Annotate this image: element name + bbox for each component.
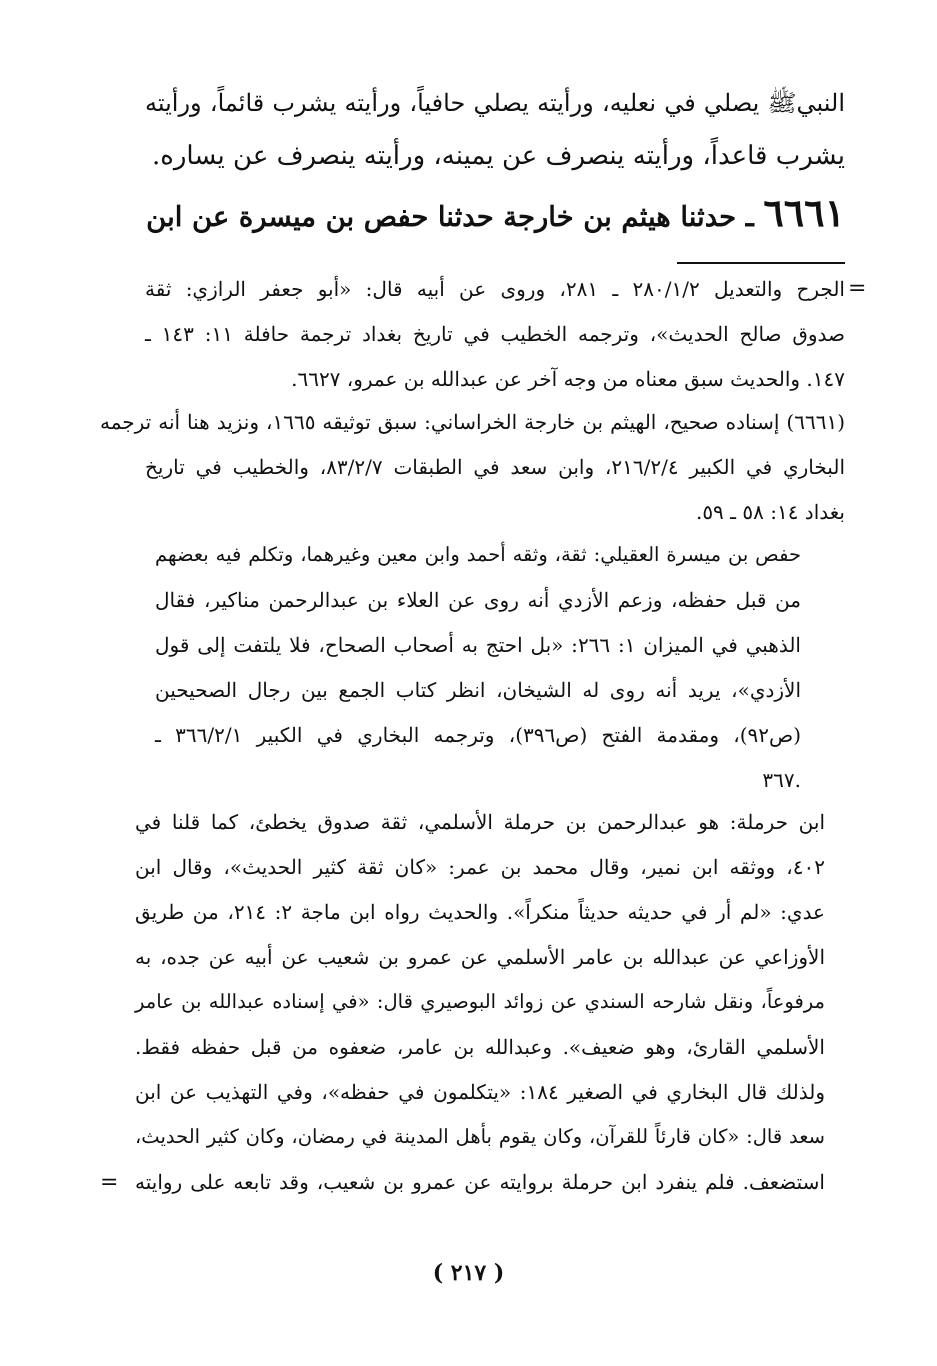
hadith-heading [145,190,845,235]
footnote-line: البخاري في الكبير ٢١٦/٢/٤، وابن سعد في الطبقات ٨٣/٢/٧، والخطيب في تاريخ [145,455,845,479]
footnote-line: حفص بن ميسرة العقيلي: ثقة، وثقه أحمد وابن معين وغيرهما، وتكلم فيه بعضهم [155,543,801,566]
footnote-line: (٦٦٦١) إسناده صحيح، الهيثم بن خارجة الخراساني: سبق توثيقه ١٦٦٥، ونزيد هنا أنه ترجمه [100,410,845,434]
footnote-line: الذهبي في الميزان ١: ٢٦٦: «بل احتج به أصحاب الصحاح، فلا يلتفت إلى قول [155,633,801,657]
footnote-separator [677,262,845,264]
footnote-line: (ص٩٢)، ومقدمة الفتح (ص٣٩٦)، وترجمه البخاري في الكبير ٣٦٦/٢/١ ـ [155,723,801,747]
footnote-line: ولذلك قال البخاري في الصغير ١٨٤: «يتكلمون في حفظه»، وفي التهذيب عن ابن [135,1080,825,1104]
footnote-line: الأسلمي القارئ، وهو ضعيف». وعبدالله بن عامر، ضعفوه من قبل حفظه فقط. [135,1035,825,1059]
footnote-line: صدوق صالح الحديث»، وترجمه الخطيب في تاريخ بغداد ترجمة حافلة ١١: ١٤٣ ـ [145,322,845,346]
footnote-line: ابن حرملة: هو عبدالرحمن بن حرملة الأسلمي، ثقة صدوق يخطئ، كما قلنا في [135,810,825,834]
footnote-line: الجرح والتعديل ٢٨٠/١/٢ ـ ٢٨١، وروى عن أبيه قال: «أبو جعفر الرازي: ثقة [145,277,845,301]
footnote-continuation-marker: = [848,276,867,301]
footnote-end-marker: = [100,1170,119,1195]
footnote-line: ٣٦٧. [762,768,801,792]
hadith-number: ٦٦٦١ [763,190,845,235]
footnote-line: استضعف. فلم ينفرد ابن حرملة بروايته عن عمرو بن شعيب، وقد تابعه على روايته [135,1170,825,1194]
hadith-text: ـ حدثنا هيثم بن خارجة حدثنا حفص بن ميسرة عن ابن [146,201,754,233]
footnote-line: الأوزاعي عن عبدالله بن عامر الأسلمي عن عمرو بن شعيب عن أبيه عن جده، به [135,945,825,969]
footnote-line: بغداد ١٤: ٥٨ ـ ٥٩. [695,500,845,524]
footnote-line: الأزدي»، يريد أنه روى له الشيخان، انظر كتاب الجمع بين رجال الصحيحين [155,678,801,702]
footnote-line: ٤٠٢، ووثقه ابن نمير، وقال محمد بن عمر: «كان ثقة كثير الحديث»، وقال ابن [135,855,825,879]
footnote-line: عدي: «لم أر في حديثه حديثاً منكراً». والحديث رواه ابن ماجة ٢: ٢١٤، من طريق [135,900,825,924]
footnote-line: مرفوعاً، ونقل شارحه السندي عن زوائد البوصيري قال: «في إسناده عبدالله بن عامر [135,990,825,1013]
footnote-line: ١٤٧. والحديث سبق معناه من وجه آخر عن عبدالله بن عمرو، ٦٦٢٧. [291,367,845,391]
main-text-line: النبيﷺ يصلي في نعليه، ورأيته يصلي حافياً، ورأيته يشرب قائماً، ورأيته [145,89,845,117]
footnote-line: سعد قال: «كان قارئاً للقرآن، وكان يقوم بأهل المدينة في رمضان، وكان كثير الحديث، [135,1125,825,1148]
footnote-line: من قبل حفظه، وزعم الأزدي أنه روى عن العلاء بن عبدالرحمن مناكير، فقال [155,588,801,612]
main-text-line: يشرب قاعداً، ورأيته ينصرف عن يمينه، ورأيته ينصرف عن يساره. [151,141,845,171]
page-number: ( ٢١٧ ) [432,1260,505,1286]
